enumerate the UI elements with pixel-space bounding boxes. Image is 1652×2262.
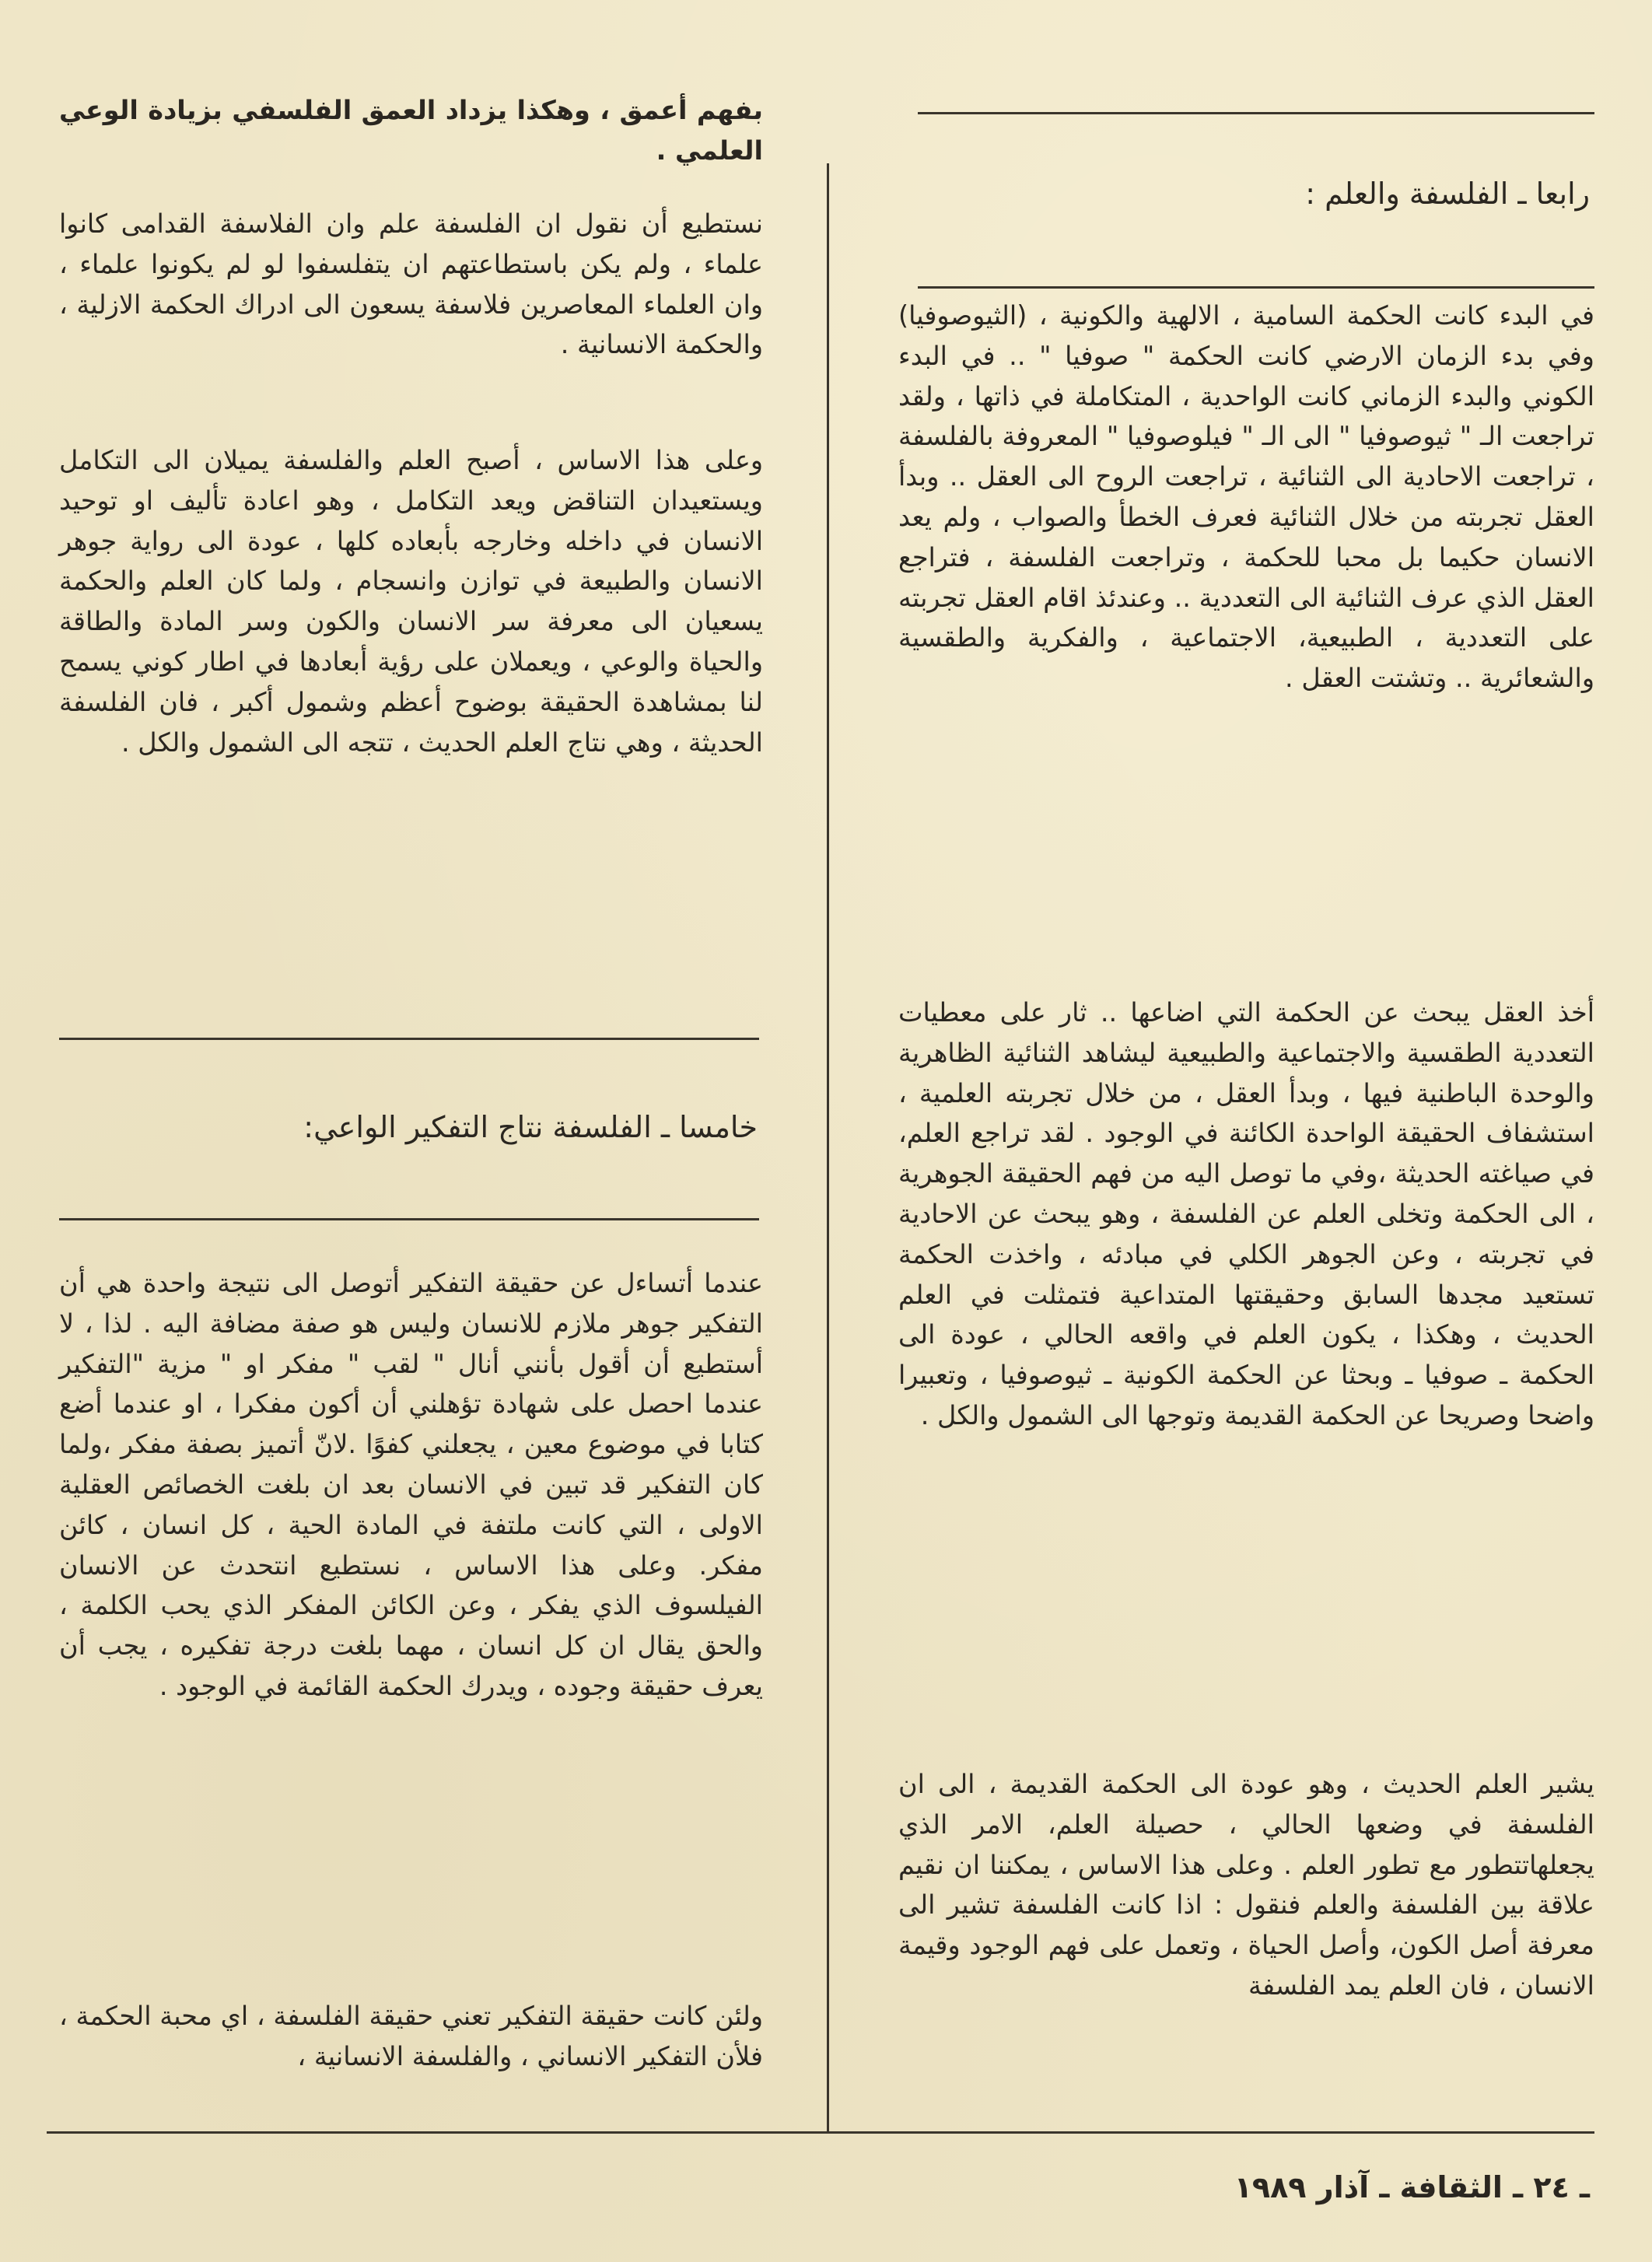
page-footer: ـ ٢٤ ـ الثقافة ـ آذار ١٩٨٩ [1234,2170,1590,2204]
column-divider [827,163,829,2131]
left-intro-text: بفهم أعمق ، وهكذا يزداد العمق الفلسفي بزيادة الوعي العلمي . [59,95,763,166]
left-paragraph-4: ولئن كانت حقيقة التفكير تعني حقيقة الفلسفة ، اي محبة الحكمة ، فلأن التفكير الانساني ، والفلسفة الانسانية ، [59,2001,763,2071]
left-paragraph-2: وعلى هذا الاساس ، أصبح العلم والفلسفة يميلان الى التكامل ويستعيدان التناقض ويعد التكامل ، وهو اعادة تأليف او توحيد الانسان في داخله وخارجه بأبعاده كلها ، عودة الى رواية جوهر الانسان والطبيعة في توازن وانسجام ، ولما كان العلم والحكمة يسعيان الى معرفة سر الانسان والكون وسر المادة والطاقة والحياة والوعي ، ويعملان على رؤية أبعادها في اطار كوني يسمح لنا بمشاهدة الحقيقة بوضوح أعظم وشمول أكبر ، فان الفلسفة الحديثة ، وهي نتاج العلم الحديث ، تتجه الى الشمول والكل . [59,445,763,758]
section-heading-5: خامسا ـ الفلسفة نتاج التفكير الواعي: [303,1110,758,1144]
section-heading-4: رابعا ـ الفلسفة والعلم : [1305,177,1590,211]
left-paragraph-1: نستطيع أن نقول ان الفلسفة علم وان الفلاسفة القدامى كانوا علماء ، ولم يكن باستطاعتهم ان يتفلسفوا لو لم يكونوا علماء ، وان العلماء المعاصرين فلاسفة يسعون الى ادراك الحكمة الازلية ، والحكمة الانسانية . [59,208,763,360]
left-rule-below-heading [59,1218,759,1220]
right-paragraph-1: في البدء كانت الحكمة السامية ، الالهية والكونية ، (الثيوصوفيا) وفي بدء الزمان الارضي كانت الحكمة " صوفيا " .. في البدء الكوني والبدء الزماني كانت الواحدية ، المتكاملة في ذاتها ، ولقد تراجعت الـ " ثيوصوفيا " الى الـ " فيلوصوفيا " المعروفة بالفلسفة ، تراجعت الاحادية الى الثنائية ، تراجعت الروح الى العقل .. وبدأ العقل تجربته من خلال الثنائية فعرف الخطأ والصواب ، ولم يعد الانسان حكيما بل محبا للحكمة ، وتراجعت الفلسفة ، فتراجع العقل الذي عرف الثنائية الى التعددية .. وعندئذ اقام العقل تجربته على التعددية ، الطبيعية، الاجتماعية ، والفكرية والطقسية والشعائرية .. وتشتت العقل . [898,300,1594,694]
right-heading-rule [918,286,1594,289]
left-rule-above-heading [59,1038,759,1040]
bottom-rule [47,2131,1594,2134]
right-paragraph-3: يشير العلم الحديث ، وهو عودة الى الحكمة القديمة ، الى ان الفلسفة في وضعها الحالي ، حصيلة العلم، الامر الذي يجعلهاتتطور مع تطور العلم . وعلى هذا الاساس ، يمكننا ان نقيم علاقة بين الفلسفة والعلم فنقول : اذا كانت الفلسفة تشير الى معرفة أصل الكون، وأصل الحياة ، وتعمل على فهم الوجود وقيمة الانسان ، فان العلم يمد الفلسفة [898,1769,1594,2001]
right-top-rule [918,112,1594,114]
left-paragraph-3: عندما أتساءل عن حقيقة التفكير أتوصل الى نتيجة واحدة هي أن التفكير جوهر ملازم للانسان وليس هو صفة مضافة اليه . لذا ، لا أستطيع أن أقول بأنني أنال " لقب " مفكر او " مزية "التفكير عندما احصل على شهادة تؤهلني أن أكون مفكرا ، او عندما أضع كتابا في موضوع معين ، يجعلني كفوًا .لانّ أتميز بصفة مفكر ،ولما كان التفكير قد تبين في الانسان بعد ان بلغت الخصائص العقلية الاولى ، التي كانت ملتفة في المادة الحية ، كل انسان ، كائن مفكر. وعلى هذا الاساس ، نستطيع انتحدث عن الانسان الفيلسوف الذي يفكر ، وعن الكائن المفكر الذي يحب الكلمة ، والحق يقال ان كل انسان ، مهما بلغت درجة تفكيره ، يجب أن يعرف حقيقة وجوده ، ويدرك الحكمة القائمة في الوجود . [59,1268,763,1701]
right-paragraph-2: أخذ العقل يبحث عن الحكمة التي اضاعها .. ثار على معطيات التعددية الطقسية والاجتماعية والطبيعية ليشاهد الثنائية الظاهرية والوحدة الباطنية فيها ، وبدأ العقل ، من خلال تجربته العلمية ، استشفاف الحقيقة الواحدة الكائنة في الوجود . لقد تراجع العلم، في صياغته الحديثة ،وفي ما توصل اليه من فهم الحقيقة الجوهرية ، الى الحكمة وتخلى العلم عن الفلسفة ، وهو يبحث عن الاحادية في تجربته ، وعن الجوهر الكلي في مبادئه ، واخذت الحكمة تستعيد مجدها السابق وحقيقتها المتداعية فتمثلت في العلم الحديث ، وهكذا ، يكون العلم في واقعه الحالي ، عودة الى الحكمة ـ صوفيا ـ وبحثا عن الحكمة الكونية ـ ثيوصوفيا ، وتعبيرا واضحا وصريحا عن الحكمة القديمة وتوجها الى الشمول والكل . [898,997,1594,1430]
